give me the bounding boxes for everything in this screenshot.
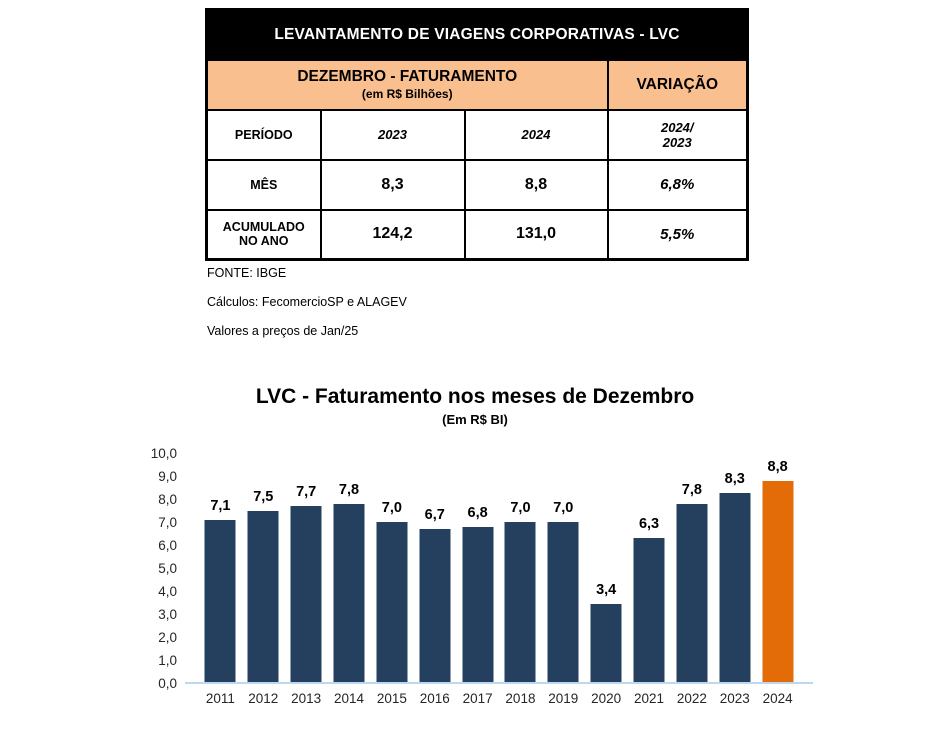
- x-tick-label: 2019: [548, 691, 579, 706]
- bar-value-label: 8,3: [724, 470, 745, 487]
- y-tick-label: 7,0: [158, 515, 177, 530]
- bar-2017: [462, 527, 493, 682]
- subheader-unit-label: (em R$ Bilhões): [361, 87, 453, 101]
- x-tick-label: 2024: [762, 691, 793, 706]
- bar-value-label: 6,8: [467, 504, 488, 521]
- x-tick-label: 2012: [248, 691, 279, 706]
- table-title-row: [207, 10, 748, 60]
- bar-slot: [370, 454, 413, 682]
- table-row-accumulated: [207, 210, 748, 260]
- plot-wrap: [137, 446, 837, 706]
- bar-slot: [456, 454, 499, 682]
- y-tick-label: 0,0: [158, 676, 177, 691]
- bar-2013: [291, 506, 322, 682]
- y-tick-label: 6,0: [158, 538, 177, 553]
- bar-2011: [205, 520, 236, 682]
- footnote-prices: Valores a preços de Jan/25: [207, 324, 359, 338]
- bar-slot: [542, 454, 585, 682]
- month-2024-value: 8,8: [465, 160, 608, 210]
- bar-2016: [419, 529, 450, 682]
- bar-2022: [676, 504, 707, 682]
- period-header-label: PERÍODO: [207, 110, 321, 160]
- table-title: LEVANTAMENTO DE VIAGENS CORPORATIVAS - LVC: [207, 10, 748, 60]
- y-tick-label: 5,0: [158, 561, 177, 576]
- table-row-month: [207, 160, 748, 210]
- x-tick-label: 2023: [719, 691, 750, 706]
- bar-2023: [719, 493, 750, 682]
- bar-slot: [413, 454, 456, 682]
- footnote-source: FONTE: IBGE: [207, 266, 287, 280]
- x-tick-label: 2013: [291, 691, 322, 706]
- x-tick-label: 2021: [634, 691, 665, 706]
- bar-value-label: 7,0: [381, 500, 402, 517]
- bar-2020: [591, 604, 622, 682]
- table-header-row: [207, 110, 748, 160]
- bar-slot: [328, 454, 371, 682]
- bar-value-label: 7,1: [210, 498, 231, 515]
- accumulated-row-label: ACUMULADO NO ANO: [207, 210, 321, 260]
- x-tick-label: 2016: [419, 691, 450, 706]
- footnote-calculations: Cálculos: FecomercioSP e ALAGEV: [207, 295, 407, 309]
- subheader-main-label: DEZEMBRO - FATURAMENTO: [297, 68, 518, 85]
- bar-value-label: 6,3: [638, 516, 660, 533]
- bar-chart: [137, 385, 837, 706]
- col-2024-header: 2024: [465, 110, 608, 160]
- month-2023-value: 8,3: [321, 160, 465, 210]
- bar-slot: [756, 454, 799, 682]
- y-tick-label: 8,0: [158, 492, 177, 507]
- chart-title: LVC - Faturamento nos meses de Dezembro: [255, 385, 695, 408]
- bar-slot: [499, 454, 542, 682]
- y-tick-label: 4,0: [158, 584, 177, 599]
- y-tick-label: 3,0: [158, 607, 177, 622]
- x-tick-label: 2011: [205, 691, 235, 706]
- bar-2014: [334, 504, 365, 682]
- x-axis: [185, 691, 813, 706]
- bar-2024: [762, 481, 793, 682]
- bar-2018: [505, 522, 536, 682]
- y-axis: [137, 446, 185, 691]
- accumulated-2024-value: 131,0: [465, 210, 608, 260]
- subheader-dezembro: [207, 60, 608, 110]
- accumulated-variation-value: 5,5%: [608, 210, 748, 260]
- bar-value-label: 7,5: [253, 489, 274, 505]
- plot-column: [185, 454, 813, 706]
- table-subheader-row: [207, 60, 748, 110]
- bar-2015: [376, 522, 407, 682]
- bar-value-label: 7,0: [510, 500, 531, 517]
- bar-value-label: 7,8: [338, 482, 360, 499]
- x-tick-label: 2020: [591, 691, 622, 706]
- x-tick-label: 2022: [676, 691, 707, 706]
- x-tick-label: 2018: [505, 691, 536, 706]
- y-tick-label: 2,0: [158, 630, 177, 645]
- col-variation-header: 2024/ 2023: [608, 110, 748, 160]
- accumulated-2023-value: 124,2: [321, 210, 465, 260]
- chart-subtitle: (Em R$ BI): [442, 412, 508, 427]
- bar-value-label: 8,8: [767, 459, 788, 476]
- y-tick-label: 9,0: [158, 469, 177, 484]
- month-row-label: MÊS: [207, 160, 321, 210]
- bar-value-label: 7,8: [681, 482, 702, 499]
- y-tick-label: 1,0: [158, 653, 177, 668]
- footnotes: [207, 266, 407, 353]
- bar-value-label: 6,7: [424, 507, 445, 524]
- bar-slot: [585, 454, 628, 682]
- bar-2019: [548, 522, 579, 682]
- x-tick-label: 2015: [376, 691, 407, 706]
- x-tick-label: 2014: [333, 691, 365, 706]
- bar-slot: [670, 454, 713, 682]
- bar-2012: [248, 511, 279, 682]
- month-variation-value: 6,8%: [608, 160, 748, 210]
- bar-2021: [634, 538, 665, 682]
- bar-value-label: 3,4: [596, 582, 617, 599]
- bar-value-label: 7,0: [553, 500, 574, 517]
- x-tick-label: 2017: [462, 691, 493, 706]
- subheader-variation-label: VARIAÇÃO: [608, 60, 748, 110]
- lvc-summary-table: [205, 8, 749, 261]
- y-tick-label: 10,0: [150, 446, 177, 461]
- plot-area: [185, 454, 813, 684]
- col-2023-header: 2023: [321, 110, 465, 160]
- bar-value-label: 7,7: [296, 484, 317, 501]
- bar-slot: [713, 454, 756, 682]
